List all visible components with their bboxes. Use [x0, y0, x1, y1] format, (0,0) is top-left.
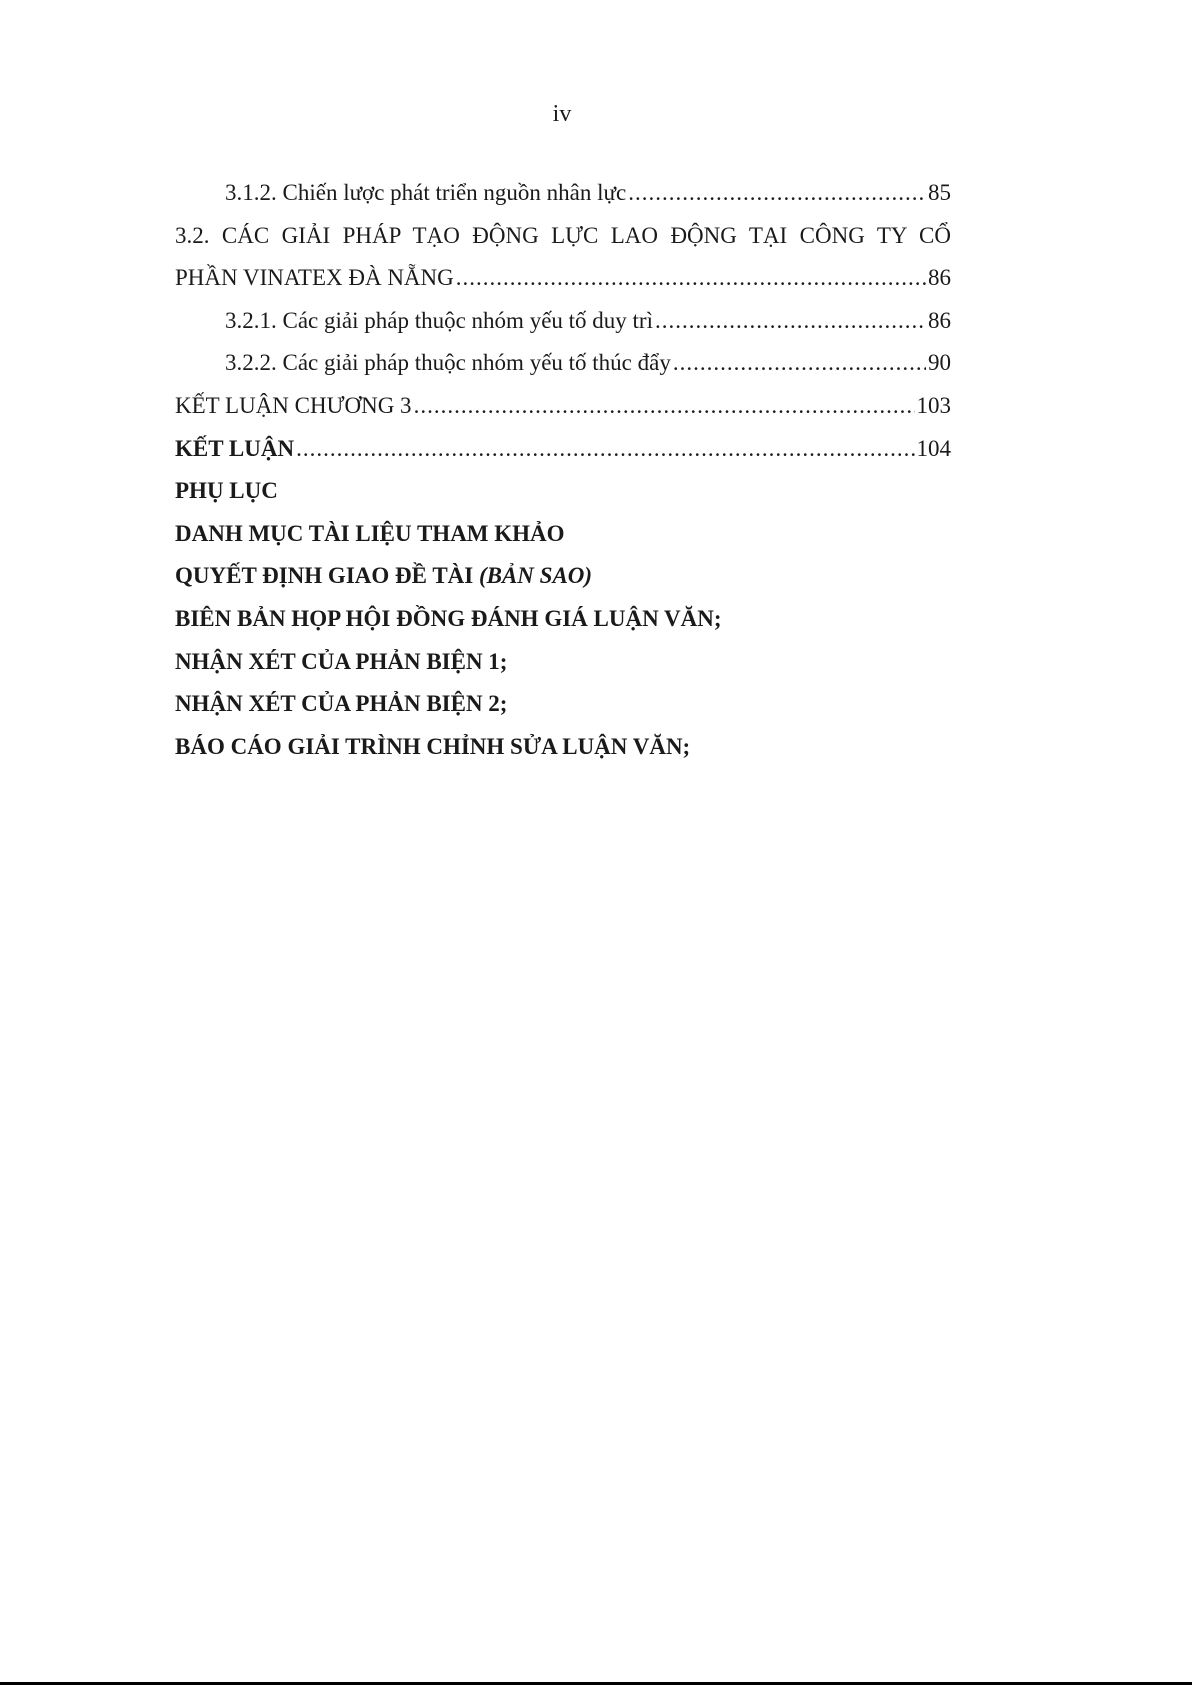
toc-entry-page: 86: [928, 307, 951, 333]
toc-entry-page: 85: [928, 180, 951, 205]
toc-entry-ket-luan[interactable]: [175, 428, 951, 471]
dot-leader: [655, 300, 926, 343]
toc-entry-bien-ban[interactable]: [175, 598, 951, 641]
toc-entry-nhan-xet-1[interactable]: [175, 641, 951, 684]
toc-entry-title: KẾT LUẬN CHƯƠNG 3: [175, 392, 412, 418]
toc-entry-ket-luan-chuong-3[interactable]: [175, 385, 951, 428]
dot-leader: [414, 385, 915, 428]
toc-entry-title: NHẬN XÉT CỦA PHẢN BIỆN 2;: [175, 691, 508, 717]
toc-entry-nhan-xet-2[interactable]: [175, 683, 951, 726]
toc-entry-page: 103: [916, 392, 951, 418]
toc-entry-title: 3.2.1. Các giải pháp thuộc nhóm yếu tố duy trì: [225, 307, 653, 333]
toc-entry-title: PHỤ LỤC: [175, 478, 278, 504]
table-of-contents: [175, 172, 951, 768]
dot-leader: [628, 172, 926, 215]
toc-entry-title: 3.1.2. Chiến lược phát triển nguồn nhân lực: [225, 180, 627, 205]
toc-entry-page: 90: [928, 350, 951, 376]
page-number: iv: [552, 101, 572, 127]
toc-entry-danh-muc[interactable]: [175, 513, 951, 556]
toc-entry-page: 86: [928, 265, 951, 291]
dot-leader: [296, 428, 914, 471]
toc-entry-title: BIÊN BẢN HỌP HỘI ĐỒNG ĐÁNH GIÁ LUẬN VĂN;: [175, 605, 722, 631]
toc-entry-3-2-1[interactable]: [175, 300, 951, 343]
toc-entry-title: DANH MỤC TÀI LIỆU THAM KHẢO: [175, 520, 565, 546]
toc-entry-3-1-2[interactable]: [175, 172, 951, 215]
toc-entry-3-2-line1[interactable]: [175, 215, 951, 258]
toc-entry-note: (BẢN SAO): [478, 563, 593, 589]
toc-entry-title: 3.2. CÁC GIẢI PHÁP TẠO ĐỘNG LỰC LAO ĐỘNG TẠI CÔNG TY CỔ: [175, 222, 951, 248]
dot-leader: [673, 342, 926, 385]
toc-entry-3-2-2[interactable]: [175, 342, 951, 385]
toc-entry-page: 104: [916, 435, 951, 461]
dot-leader: [456, 257, 926, 300]
toc-entry-title: NHẬN XÉT CỦA PHẢN BIỆN 1;: [175, 648, 508, 674]
toc-entry-bao-cao[interactable]: [175, 726, 951, 769]
toc-entry-title: BÁO CÁO GIẢI TRÌNH CHỈNH SỬA LUẬN VĂN;: [175, 733, 691, 759]
toc-entry-title: KẾT LUẬN: [175, 435, 295, 461]
toc-entry-title: PHẦN VINATEX ĐÀ NẴNG: [175, 265, 454, 291]
toc-entry-phu-luc[interactable]: [175, 470, 951, 513]
toc-entry-title: QUYẾT ĐỊNH GIAO ĐỀ TÀI: [175, 563, 474, 589]
toc-entry-3-2-line2[interactable]: [175, 257, 951, 300]
toc-entry-quyet-dinh[interactable]: [175, 555, 951, 598]
toc-entry-title: 3.2.2. Các giải pháp thuộc nhóm yếu tố thúc đẩy: [225, 350, 671, 376]
